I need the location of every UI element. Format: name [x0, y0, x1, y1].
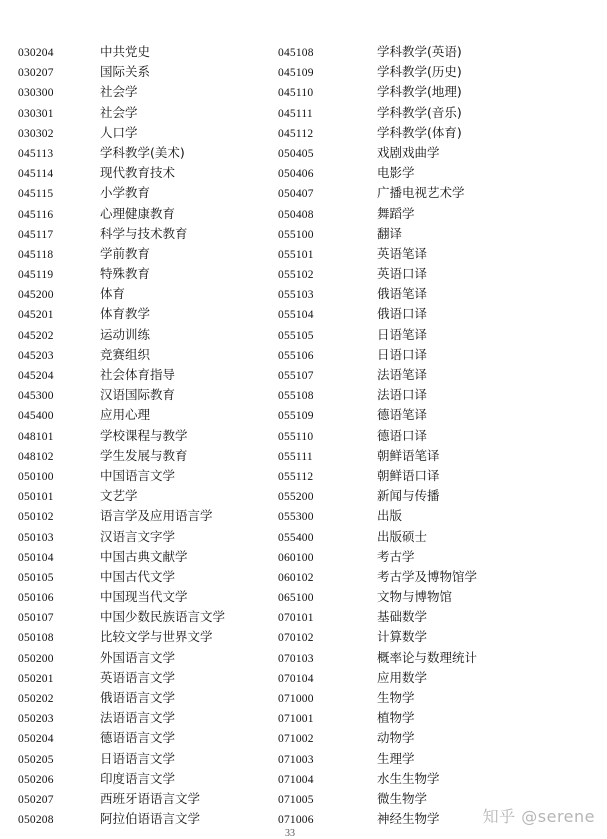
major-code: 045111 [278, 107, 313, 120]
major-code: 055104 [278, 309, 314, 322]
list-item [278, 122, 477, 142]
list-item [278, 505, 477, 525]
major-code: 050408 [278, 208, 314, 221]
major-name: 考古学及博物馆学 [377, 568, 478, 584]
list-item [278, 162, 477, 182]
major-code: 071006 [278, 814, 314, 827]
list-item [18, 61, 225, 81]
major-name: 学科教学(英语) [377, 44, 462, 59]
major-name: 西班牙语语言文学 [100, 790, 201, 806]
major-code: 055110 [278, 430, 314, 443]
major-code: 055200 [278, 491, 314, 504]
page-number: 33 [285, 828, 295, 839]
list-item [278, 41, 477, 61]
list-item [278, 485, 477, 505]
major-name: 中国少数民族语言文学 [100, 609, 226, 625]
major-name: 中共党史 [100, 44, 151, 59]
major-name: 国际关系 [100, 64, 151, 80]
major-name: 比较文学与世界文学 [100, 629, 213, 645]
major-name: 基础数学 [377, 609, 428, 625]
major-name: 植物学 [377, 710, 415, 726]
major-name: 日语口译 [377, 346, 428, 362]
major-code: 048102 [18, 450, 54, 463]
major-code: 050106 [18, 592, 54, 605]
list-item [278, 727, 477, 747]
list-item [278, 647, 477, 667]
major-code: 050203 [18, 713, 54, 726]
list-item [278, 203, 477, 223]
major-code: 055400 [278, 531, 314, 544]
major-name: 学科教学(历史) [377, 64, 462, 80]
list-item [18, 223, 225, 243]
list-item [18, 626, 225, 646]
major-code: 055102 [278, 269, 314, 282]
major-code: 071000 [278, 693, 314, 705]
major-code: 070102 [278, 632, 314, 645]
major-name: 广播电视艺术学 [377, 185, 465, 201]
list-item [18, 707, 225, 727]
major-code: 071003 [278, 753, 314, 766]
major-code: 045119 [18, 269, 54, 282]
list-item [18, 425, 225, 445]
major-code: 050201 [18, 672, 54, 685]
major-name: 语言学及应用语言学 [100, 508, 213, 524]
major-name: 现代教育技术 [100, 165, 176, 181]
list-item [18, 162, 225, 182]
major-name: 汉语言文字学 [100, 528, 176, 544]
major-code: 048101 [18, 430, 54, 443]
list-item [278, 748, 477, 768]
major-name: 德语语言文学 [100, 730, 176, 746]
list-item [278, 687, 477, 707]
list-item [18, 142, 225, 162]
major-name: 外国语言文学 [100, 649, 176, 665]
major-name: 社会学 [100, 104, 138, 120]
major-code: 045115 [18, 188, 54, 201]
major-code: 055109 [278, 410, 314, 423]
major-name: 计算数学 [377, 629, 428, 645]
major-name: 体育 [100, 286, 126, 302]
major-code: 055108 [278, 390, 314, 403]
major-name: 动物学 [377, 730, 415, 746]
major-name: 文艺学 [100, 488, 138, 504]
major-name: 应用心理 [100, 407, 151, 423]
major-code: 045118 [18, 248, 54, 261]
major-code: 045200 [18, 289, 54, 302]
list-item [18, 445, 225, 465]
list-item [278, 384, 477, 404]
major-code: 055100 [278, 228, 314, 241]
major-name: 新闻与传播 [377, 488, 440, 504]
major-name: 微生物学 [377, 790, 428, 806]
major-name: 法语口译 [377, 387, 428, 403]
major-code: 045108 [278, 47, 314, 59]
list-item [278, 404, 477, 424]
major-code: 050105 [18, 571, 54, 584]
major-name: 舞蹈学 [377, 205, 415, 221]
list-item [18, 768, 225, 788]
major-code: 045400 [18, 410, 54, 423]
major-name: 汉语国际教育 [100, 387, 176, 403]
major-name: 小学教育 [100, 185, 151, 201]
major-name: 日语笔译 [377, 326, 428, 342]
major-code: 050405 [278, 147, 314, 160]
major-name: 应用数学 [377, 669, 428, 685]
major-code: 060102 [278, 571, 314, 584]
list-item [278, 586, 477, 606]
major-code: 060100 [278, 551, 314, 564]
list-item [278, 102, 477, 122]
list-item [278, 707, 477, 727]
major-code: 030207 [18, 67, 54, 80]
list-item [278, 465, 477, 485]
major-name: 学生发展与教育 [100, 447, 188, 463]
major-name: 科学与技术教育 [100, 225, 188, 241]
list-item [18, 344, 225, 364]
major-name: 社会体育指导 [100, 367, 176, 382]
right-code-list [278, 41, 477, 828]
major-name: 神经生物学 [377, 811, 440, 827]
major-name: 社会学 [100, 84, 138, 100]
list-item [278, 223, 477, 243]
major-code: 045204 [18, 370, 54, 382]
major-name: 学科教学(美术) [100, 144, 185, 160]
major-name: 文物与博物馆 [377, 589, 453, 605]
major-code: 071005 [278, 793, 314, 806]
major-code: 050202 [18, 693, 54, 705]
list-item [18, 606, 225, 626]
major-name: 中国古代文学 [100, 568, 176, 584]
list-item [278, 142, 477, 162]
list-item [18, 727, 225, 747]
major-name: 生物学 [377, 690, 415, 705]
major-name: 法语语言文学 [100, 710, 176, 726]
list-item [18, 364, 225, 384]
list-item [18, 546, 225, 566]
list-item [18, 566, 225, 586]
major-name: 俄语语言文学 [100, 690, 176, 705]
major-name: 日语语言文学 [100, 750, 176, 766]
major-name: 俄语笔译 [377, 286, 428, 302]
list-item [18, 283, 225, 303]
major-name: 戏剧戏曲学 [377, 144, 440, 160]
list-item [278, 263, 477, 283]
list-item [278, 808, 477, 828]
major-code: 050406 [278, 168, 314, 181]
major-code: 071001 [278, 713, 314, 726]
list-item [18, 485, 225, 505]
major-code: 045114 [18, 168, 54, 181]
major-code: 045113 [18, 147, 54, 160]
list-item [278, 81, 477, 101]
major-name: 考古学 [377, 548, 415, 564]
list-item [18, 203, 225, 223]
major-code: 071004 [278, 773, 314, 786]
major-code: 055111 [278, 450, 313, 463]
list-item [18, 808, 225, 828]
major-name: 人口学 [100, 124, 138, 140]
major-code: 045109 [278, 67, 314, 80]
major-code: 045300 [18, 390, 54, 403]
list-item [18, 41, 225, 61]
major-code: 050103 [18, 531, 54, 544]
list-item [278, 344, 477, 364]
major-name: 心理健康教育 [100, 205, 176, 221]
list-item [18, 586, 225, 606]
major-name: 学前教育 [100, 245, 151, 261]
list-item [278, 667, 477, 687]
list-item [18, 263, 225, 283]
list-item [18, 788, 225, 808]
list-item [18, 647, 225, 667]
major-code: 050205 [18, 753, 54, 766]
major-code: 065100 [278, 592, 314, 605]
major-code: 055101 [278, 248, 314, 261]
major-name: 朝鲜语笔译 [377, 447, 440, 463]
major-name: 体育教学 [100, 306, 151, 322]
major-code: 055103 [278, 289, 314, 302]
major-code: 050208 [18, 814, 54, 827]
major-name: 学科教学(音乐) [377, 104, 462, 120]
list-item [18, 182, 225, 202]
major-code: 050101 [18, 491, 54, 504]
major-name: 出版硕士 [377, 528, 428, 544]
major-name: 运动训练 [100, 326, 151, 342]
major-code: 050207 [18, 793, 54, 806]
list-item [18, 404, 225, 424]
list-item [278, 324, 477, 344]
major-code: 050200 [18, 652, 54, 665]
list-item [18, 748, 225, 768]
list-item [278, 768, 477, 788]
major-name: 中国古典文献学 [100, 548, 188, 564]
left-code-list [18, 41, 225, 828]
list-item [278, 606, 477, 626]
major-code: 070103 [278, 652, 314, 665]
major-name: 学校课程与教学 [100, 427, 188, 443]
major-name: 俄语口译 [377, 306, 428, 322]
watermark: 知乎 @serene [482, 807, 595, 826]
major-name: 电影学 [377, 165, 415, 181]
major-code: 050204 [18, 733, 54, 746]
list-item [278, 546, 477, 566]
major-code: 030204 [18, 47, 54, 59]
list-item [18, 324, 225, 344]
list-item [278, 566, 477, 586]
major-code: 070101 [278, 612, 314, 625]
major-name: 阿拉伯语语言文学 [100, 811, 201, 827]
major-code: 055300 [278, 511, 314, 524]
major-name: 生理学 [377, 750, 415, 766]
list-item [18, 303, 225, 323]
major-code: 050100 [18, 470, 54, 483]
list-item [278, 283, 477, 303]
major-name: 英语口译 [377, 266, 428, 282]
major-code: 055105 [278, 329, 314, 342]
major-code: 050102 [18, 511, 54, 524]
major-name: 法语笔译 [377, 367, 428, 382]
major-name: 英语笔译 [377, 245, 428, 261]
major-name: 德语口译 [377, 427, 428, 443]
list-item [278, 425, 477, 445]
major-name: 中国语言文学 [100, 467, 176, 483]
major-code: 071002 [278, 733, 314, 746]
major-code: 045112 [278, 127, 314, 140]
major-code: 055106 [278, 349, 314, 362]
major-name: 中国现当代文学 [100, 589, 188, 605]
major-code: 050104 [18, 551, 54, 564]
list-item [278, 61, 477, 81]
major-code: 050107 [18, 612, 54, 625]
major-name: 出版 [377, 508, 403, 524]
major-code: 030300 [18, 87, 54, 100]
major-code: 045201 [18, 309, 54, 322]
list-item [278, 182, 477, 202]
major-code: 050206 [18, 773, 54, 786]
major-code: 050108 [18, 632, 54, 645]
major-name: 概率论与数理统计 [377, 649, 478, 665]
major-name: 翻译 [377, 225, 403, 241]
list-item [18, 122, 225, 142]
list-item [18, 667, 225, 687]
major-code: 030301 [18, 107, 54, 120]
list-item [278, 788, 477, 808]
major-name: 英语语言文学 [100, 669, 176, 685]
major-code: 045116 [18, 208, 54, 221]
list-item [18, 102, 225, 122]
major-code: 070104 [278, 672, 314, 685]
major-code: 055112 [278, 470, 314, 483]
list-item [18, 243, 225, 263]
major-name: 德语笔译 [377, 407, 428, 423]
list-item [18, 526, 225, 546]
major-name: 学科教学(体育) [377, 124, 462, 140]
list-item [278, 364, 477, 384]
list-item [18, 505, 225, 525]
list-item [18, 687, 225, 707]
major-name: 水生生物学 [377, 770, 440, 786]
list-item [278, 303, 477, 323]
major-code: 050407 [278, 188, 314, 201]
major-code: 045117 [18, 228, 54, 241]
major-name: 竞赛组织 [100, 346, 151, 362]
major-code: 045202 [18, 329, 54, 342]
major-name: 学科教学(地理) [377, 84, 462, 100]
list-item [278, 243, 477, 263]
list-item [18, 384, 225, 404]
list-item [18, 465, 225, 485]
list-item [278, 626, 477, 646]
list-item [278, 526, 477, 546]
major-name: 特殊教育 [100, 266, 151, 282]
major-code: 030302 [18, 127, 54, 140]
major-code: 045203 [18, 349, 54, 362]
list-item [18, 81, 225, 101]
list-item [278, 445, 477, 465]
major-code: 055107 [278, 370, 314, 382]
major-code: 045110 [278, 87, 314, 100]
major-name: 朝鲜语口译 [377, 467, 440, 483]
major-name: 印度语言文学 [100, 770, 176, 786]
